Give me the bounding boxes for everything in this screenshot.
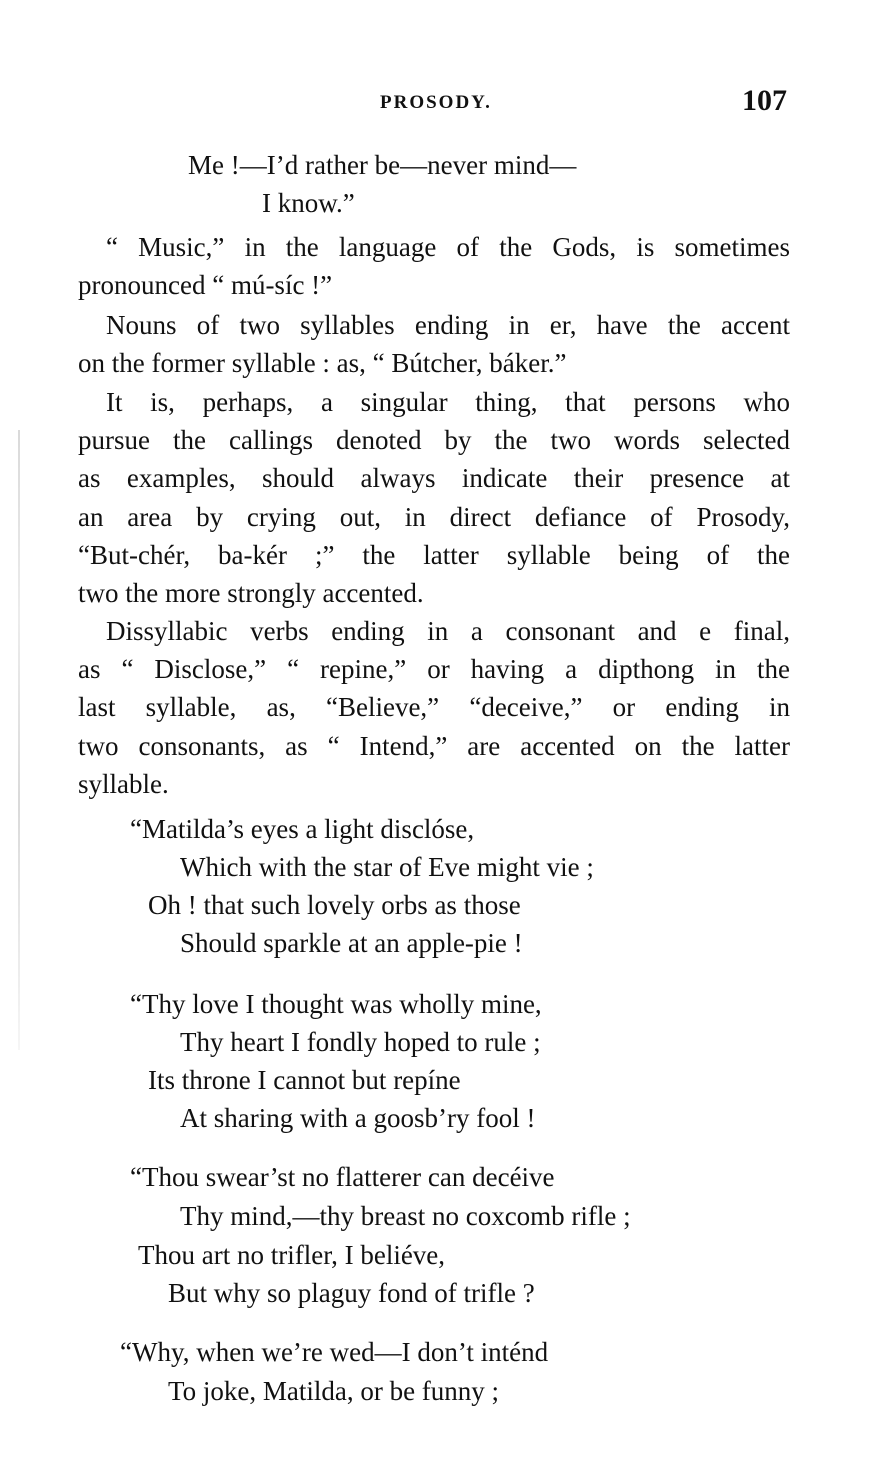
stanza-1-line-3: Oh ! that such lovely orbs as those (148, 890, 521, 920)
paragraph-line: last syllable, as, “Believe,” “deceive,” or ending in (78, 692, 790, 723)
page-number: 107 (742, 84, 787, 117)
stanza-3-line-1: “Thou swear’st no flatterer can decéive (130, 1162, 555, 1192)
paragraph-line: two the more strongly accented. (78, 577, 424, 608)
paragraph-line: on the former syllable : as, “ Bútcher, báker.” (78, 348, 567, 379)
stanza-2-line-1: “Thy love I thought was wholly mine, (130, 989, 542, 1019)
stanza-2-line-4: At sharing with a goosb’ry fool ! (180, 1103, 536, 1133)
paragraph-line: “But-chér, ba-kér ;” the latter syllable being of the (78, 539, 790, 570)
stanza-4-line-2: To joke, Matilda, or be funny ; (168, 1376, 500, 1406)
paragraph-line: Dissyllabic verbs ending in a consonant and e final, (106, 616, 790, 646)
stanza-1-line-2: Which with the star of Eve might vie ; (180, 852, 594, 882)
paragraph-dissyllabic-verbs (78, 612, 790, 803)
stanza-3-line-4: But why so plaguy fond of trifle ? (168, 1278, 535, 1308)
paragraph-line: “ Music,” in the language of the Gods, is sometimes (106, 232, 790, 262)
paragraph-line: as “ Disclose,” “ repine,” or having a dipthong in the (78, 654, 790, 685)
paragraph-music (78, 228, 790, 304)
paragraph-line: pursue the callings denoted by the two words selected (78, 425, 790, 456)
stanza-3-line-3: Thou art no trifler, I beliéve, (138, 1240, 446, 1270)
running-title: PROSODY. (380, 92, 492, 113)
opening-verse-line-1: Me !—I’d rather be—never mind— (188, 150, 577, 180)
paragraph-nouns (78, 306, 790, 382)
stanza-3-line-2: Thy mind,—thy breast no coxcomb rifle ; (180, 1201, 631, 1231)
stanza-1-line-4: Should sparkle at an apple-pie ! (180, 928, 523, 958)
paragraph-line: syllable. (78, 768, 169, 799)
paragraph-line: an area by crying out, in direct defiance of Prosody, (78, 501, 790, 532)
scan-margin-rule (18, 430, 20, 1050)
stanza-2-line-2: Thy heart I fondly hoped to rule ; (180, 1027, 541, 1057)
stanza-1-line-1: “Matilda’s eyes a light disclóse, (130, 814, 475, 844)
stanza-4-line-1: “Why, when we’re wed—I don’t inténd (120, 1337, 549, 1367)
paragraph-line: Nouns of two syllables ending in er, have the accent (106, 310, 790, 340)
stanza-2-line-3: Its throne I cannot but repíne (148, 1065, 461, 1095)
paragraph-line: It is, perhaps, a singular thing, that persons who (106, 387, 790, 417)
paragraph-line: two consonants, as “ Intend,” are accented on the latter (78, 730, 790, 761)
opening-verse-line-2: I know.” (262, 188, 355, 218)
paragraph-singular-thing (78, 383, 790, 612)
paragraph-line: as examples, should always indicate their presence at (78, 463, 790, 494)
paragraph-line: pronounced “ mú-síc !” (78, 270, 333, 301)
